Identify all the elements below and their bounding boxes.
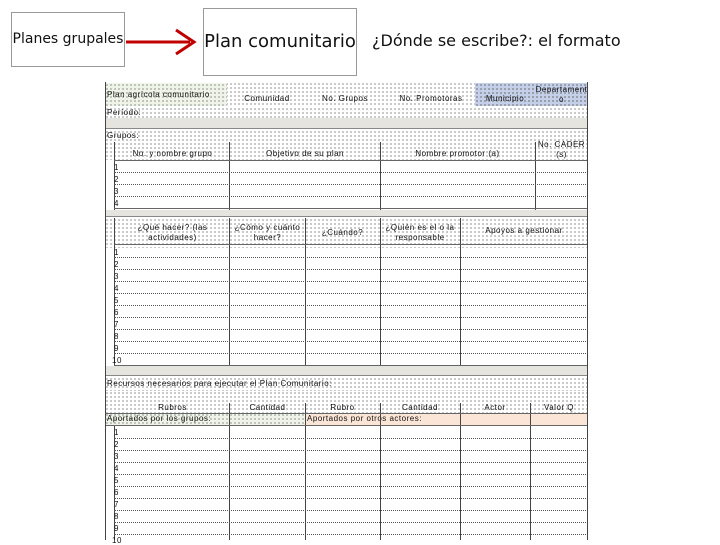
res-row-num: 5 xyxy=(114,476,119,485)
groups-col-nombre: No. y nombre grupo xyxy=(132,149,213,158)
col-no-promotoras: No. Promotoras xyxy=(399,94,463,103)
act-row-num: 5 xyxy=(114,296,119,305)
grid-line xyxy=(114,341,588,342)
grid-line xyxy=(460,403,461,540)
grid-line xyxy=(114,196,588,197)
res-row-num: 9 xyxy=(114,524,119,533)
act-col-como: ¿Cómo y cuánto hacer? xyxy=(234,223,301,242)
grid-line xyxy=(114,462,588,463)
act-row-num: 6 xyxy=(114,308,119,317)
grid-line xyxy=(105,425,588,426)
grid-line xyxy=(587,82,588,540)
grid-line xyxy=(305,218,306,366)
period-label: Período: xyxy=(107,107,142,117)
res-row-num: 4 xyxy=(114,464,119,473)
groups-row-num: 1 xyxy=(114,163,119,172)
grid-line xyxy=(114,269,588,270)
res-col-actor: Actor xyxy=(484,403,506,412)
grid-line xyxy=(114,450,588,451)
grid-line xyxy=(114,208,588,209)
grid-line xyxy=(114,257,588,258)
grid-line xyxy=(114,172,588,173)
grid-line xyxy=(114,510,588,511)
grid-line xyxy=(114,184,588,185)
act-col-cuando: ¿Cuándo? xyxy=(321,228,364,237)
res-row-num: 10 xyxy=(112,536,122,545)
grid-line xyxy=(114,281,588,282)
separator xyxy=(105,366,588,376)
slide-heading: ¿Dónde se escribe?: el formato xyxy=(372,31,621,50)
res-col-valor: Valor Q xyxy=(543,403,575,412)
grid-line xyxy=(105,82,106,540)
grid-line xyxy=(229,218,230,366)
res-row-num: 8 xyxy=(114,512,119,521)
res-col-cantidad: Cantidad xyxy=(249,403,286,412)
grid-line xyxy=(114,160,588,161)
res-col-rubros: Rubros xyxy=(158,403,187,412)
grid-line xyxy=(114,474,588,475)
separator xyxy=(105,210,588,217)
groups-row-num: 3 xyxy=(114,187,119,196)
grid-line xyxy=(380,403,381,540)
grid-line xyxy=(460,218,461,366)
resources-label: Recursos necesarios para ejecutar el Plan Comunitario: xyxy=(107,379,332,388)
groups-col-cader: No. CADER (s) xyxy=(537,140,586,159)
act-col-quien: ¿Quién es el o la responsable xyxy=(385,223,455,242)
act-row-num: 3 xyxy=(114,272,119,281)
groups-label: Grupos: xyxy=(107,131,139,140)
resources-spacer xyxy=(105,391,588,403)
grid-line xyxy=(114,486,588,487)
act-row-num: 9 xyxy=(114,344,119,353)
grid-line xyxy=(114,329,588,330)
act-col-apoyos: Apoyos a gestionar xyxy=(485,226,563,235)
res-col-cantidad-2: Cantidad xyxy=(401,403,439,412)
col-departamento: Departamento xyxy=(535,84,588,104)
grid-line xyxy=(114,244,588,245)
grid-line xyxy=(114,438,588,439)
grid-line xyxy=(535,142,536,210)
act-row-num: 4 xyxy=(114,284,119,293)
grid-line xyxy=(380,218,381,366)
plan-comunitario-box xyxy=(203,8,357,76)
groups-col-promotor: Nombre promotor (a) xyxy=(415,149,500,158)
title-label: Plan agrícola comunitario xyxy=(105,83,227,106)
col-comunidad: Comunidad xyxy=(244,94,290,103)
grid-line xyxy=(305,403,306,540)
grid-line xyxy=(229,142,230,210)
res-row-num: 1 xyxy=(114,428,119,437)
contrib-others-label: Aportados por otros actores: xyxy=(305,413,588,425)
col-no-grupos: No. Grupos xyxy=(322,94,368,103)
grid-line xyxy=(380,142,381,210)
grid-line xyxy=(114,534,588,535)
grid-line xyxy=(114,498,588,499)
groups-row-num: 2 xyxy=(114,175,119,184)
res-row-num: 7 xyxy=(114,500,119,509)
planes-grupales-label: Planes grupales xyxy=(12,31,124,48)
grid-line xyxy=(114,353,588,354)
act-row-num: 7 xyxy=(114,320,119,329)
grid-line xyxy=(114,317,588,318)
res-col-rubro: Rubro xyxy=(330,403,355,412)
act-row-num: 8 xyxy=(114,332,119,341)
grid-line xyxy=(229,403,230,540)
act-row-num: 2 xyxy=(114,260,119,269)
act-row-num: 10 xyxy=(112,356,122,365)
grid-line xyxy=(530,403,531,540)
planes-grupales-box xyxy=(11,12,125,67)
res-row-num: 6 xyxy=(114,488,119,497)
contrib-groups-label: Aportados por los grupos: xyxy=(105,413,305,425)
grid-line xyxy=(114,522,588,523)
plan-form xyxy=(105,82,588,545)
grid-line xyxy=(114,305,588,306)
separator xyxy=(105,118,588,129)
act-col-que: ¿Qué hacer? (las actividades) xyxy=(137,223,208,242)
arrow-right-icon xyxy=(124,24,204,64)
plan-comunitario-label: Plan comunitario xyxy=(204,31,356,53)
col-municipio: Municipio xyxy=(485,94,525,103)
groups-row-num: 4 xyxy=(114,199,119,208)
grid-line xyxy=(114,293,588,294)
res-row-num: 3 xyxy=(114,452,119,461)
grid-line xyxy=(105,413,588,414)
groups-col-objetivo: Objetivo de su plan xyxy=(266,149,344,158)
act-row-num: 1 xyxy=(114,248,119,257)
res-row-num: 2 xyxy=(114,440,119,449)
